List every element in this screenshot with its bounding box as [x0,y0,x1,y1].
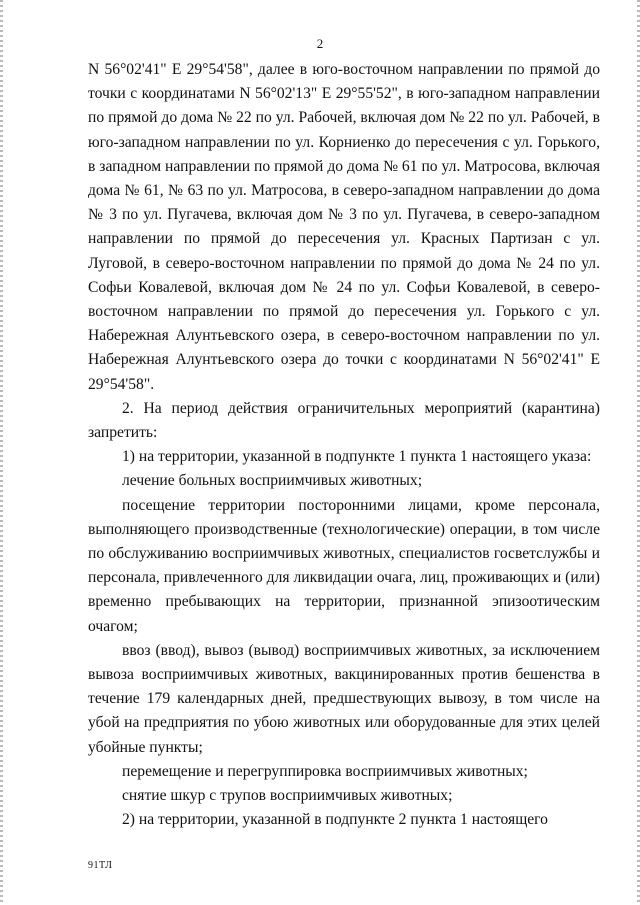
document-body [88,58,600,833]
footer-code: 91ТЛ [88,860,113,871]
paragraph-subitem-2: 2) на территории, указанной в подпункте 2 пункта 1 настоящего [122,811,548,829]
paragraph-ban-treatment: лечение больных восприимчивых животных; [122,472,423,490]
paragraph-subitem-1: 1) на территории, указанной в подпункте 1 пункта 1 настоящего указа: [122,448,592,466]
page-number: 2 [316,36,324,51]
paragraph-ban-skinning: снятие шкур с трупов восприимчивых животных; [122,787,453,805]
paragraph-ban-movement: перемещение и перегруппировка восприимчивых животных; [122,762,528,780]
paragraph-ban-visits: посещение территории посторонними лицами, кроме персонала, выполняющего производственные (технологические) операции, в том числе по обслуживанию восприимчивых животных, специалистов госветслужбы и персонала, привлеченного для ликвидации очага, лиц, проживающих и (или) временно пребывающих на территории, признанной эпизоотическим очагом; [88,496,600,635]
paragraph-item-2: 2. На период действия ограничительных мероприятий (карантина) запретить: [88,399,600,442]
paragraph-ban-import-export: ввоз (ввод), вывоз (вывод) восприимчивых животных, за исключением вывоза восприимчивых животных, вакцинированных против бешенства в течение 179 календарных дней, предшествующих вывозу, в том числе на убой на предприятия по убою животных или оборудованные для этих целей убойные пункты; [88,641,600,756]
paragraph-boundary-description: N 56°02'41" E 29°54'58", далее в юго-восточном направлении по прямой до точки с координатами N 56°02'13" E 29°55'52", в юго-западном направлении по прямой до дома № 22 по ул. Рабочей, включая дом № 22 по ул. Рабочей, в юго-западном направлении по ул. Корниенко до пересечения с ул. Горького, в западном направлении по прямой до дома № 61 по ул. Матросова, включая дома № 61, № 63 по ул. Матросова, в северо-западном направлении до дома № 3 по ул. Пугачева, включая дом № 3 по ул. Пугачева, в северо-западном направлении по прямой до пересечения ул. Красных Партизан с ул. Луговой, в северо-восточном направлении по прямой до дома № 24 по ул. Софьи Ковалевой, включая дом № 24 по ул. Софьи Ковалевой, в северо-восточном направлении по прямой до пересечения ул. Горького с ул. Набережная Алунтьевского озера, в северо-восточном направлении по ул. Набережная Алунтьевского озера до точки с координатами N 56°02'41" E 29°54'58". [88,61,600,393]
scan-left-edge [0,0,3,905]
